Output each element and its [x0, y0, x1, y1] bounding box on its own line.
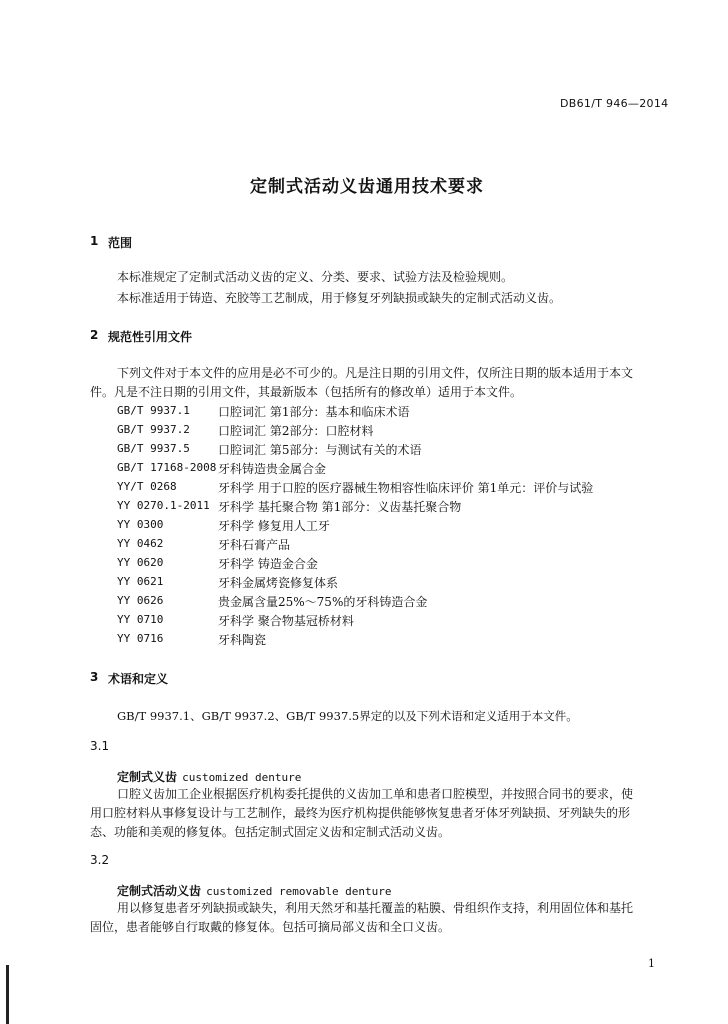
definition-line: 态、功能和美观的修复体。包括定制式固定义齿和定制式活动义齿。	[90, 825, 451, 839]
reference-code: YY 0270.1-2011	[117, 499, 210, 512]
clause-number: 3.2	[90, 853, 110, 867]
definition-line: 用口腔材料从事修复设计与工艺制作，最终为医疗机构提供能够恢复患者牙体牙列缺损、牙列缺失的形	[90, 806, 631, 820]
reference-code: GB/T 9937.1	[117, 404, 190, 417]
definition-line: 口腔义齿加工企业根据医疗机构委托提供的义齿加工单和患者口腔模型，并按照合同书的要求，使	[117, 787, 634, 801]
reference-title: 牙科学 聚合物基冠桥材料	[218, 614, 354, 628]
term-heading	[117, 766, 301, 785]
paragraph-line: 件。凡是不注日期的引用文件，其最新版本（包括所有的修改单）适用于本文件。	[90, 385, 523, 399]
section-title: 术语和定义	[108, 672, 169, 686]
reference-title: 牙科金属烤瓷修复体系	[218, 576, 339, 590]
section-number: 3	[90, 670, 99, 684]
term-name-cn: 定制式活动义齿	[117, 884, 202, 898]
reference-title: 牙科学 修复用人工牙	[218, 519, 330, 533]
definition-line: 固位，患者能够自行取戴的修复体。包括可摘局部义齿和全口义齿。	[90, 920, 451, 934]
term-name-en: customized denture	[182, 771, 302, 784]
reference-code: YY 0300	[117, 518, 164, 531]
page-number: 1	[648, 957, 655, 970]
standard-number: DB61/T 946—2014	[560, 97, 669, 110]
reference-title: 牙科学 基托聚合物 第1部分：义齿基托聚合物	[218, 500, 462, 514]
paragraph: GB/T 9937.1、GB/T 9937.2、GB/T 9937.5界定的以及下列术语和定义适用于本文件。	[117, 709, 578, 723]
reference-title: 贵金属含量25%～75%的牙科铸造合金	[218, 595, 428, 609]
reference-code: GB/T 17168-2008	[117, 461, 217, 474]
paragraph: 本标准规定了定制式活动义齿的定义、分类、要求、试验方法及检验规则。	[117, 270, 514, 284]
document-title: 定制式活动义齿通用技术要求	[250, 177, 484, 197]
reference-code: YY 0620	[117, 556, 164, 569]
reference-code: YY 0626	[117, 594, 164, 607]
reference-code: YY 0462	[117, 537, 164, 550]
section-number: 2	[90, 328, 99, 342]
section-title: 规范性引用文件	[108, 330, 193, 344]
reference-title: 口腔词汇 第1部分：基本和临床术语	[218, 405, 410, 419]
definition-line: 用以修复患者牙列缺损或缺失，利用天然牙和基托覆盖的粘膜、骨组织作支持，利用固位体和基托	[117, 901, 634, 915]
reference-code: YY 0621	[117, 575, 164, 588]
reference-title: 牙科学 铸造金合金	[218, 557, 318, 571]
reference-title: 口腔词汇 第2部分：口腔材料	[218, 424, 374, 438]
paragraph-line: 下列文件对于本文件的应用是必不可少的。凡是注日期的引用文件，仅所注日期的版本适用于本文	[117, 366, 634, 380]
reference-code: YY/T 0268	[117, 480, 177, 493]
reference-title: 牙科陶瓷	[218, 633, 267, 647]
reference-title: 口腔词汇 第5部分：与测试有关的术语	[218, 443, 422, 457]
reference-title: 牙科学 用于口腔的医疗器械生物相容性临床评价 第1单元：评价与试验	[218, 481, 594, 495]
reference-code: YY 0716	[117, 632, 164, 645]
section-number: 1	[90, 234, 99, 248]
section-title: 范围	[108, 236, 133, 250]
term-name-cn: 定制式义齿	[117, 770, 178, 784]
reference-title: 牙科石膏产品	[218, 538, 291, 552]
scan-edge-mark	[6, 965, 9, 1024]
term-heading	[117, 880, 392, 899]
reference-title: 牙科铸造贵金属合金	[218, 462, 327, 476]
reference-code: YY 0710	[117, 613, 164, 626]
term-name-en: customized removable denture	[206, 885, 392, 898]
clause-number: 3.1	[90, 739, 110, 753]
reference-code: GB/T 9937.2	[117, 423, 190, 436]
reference-code: GB/T 9937.5	[117, 442, 190, 455]
paragraph: 本标准适用于铸造、充胶等工艺制成，用于修复牙列缺损或缺失的定制式活动义齿。	[117, 291, 562, 305]
